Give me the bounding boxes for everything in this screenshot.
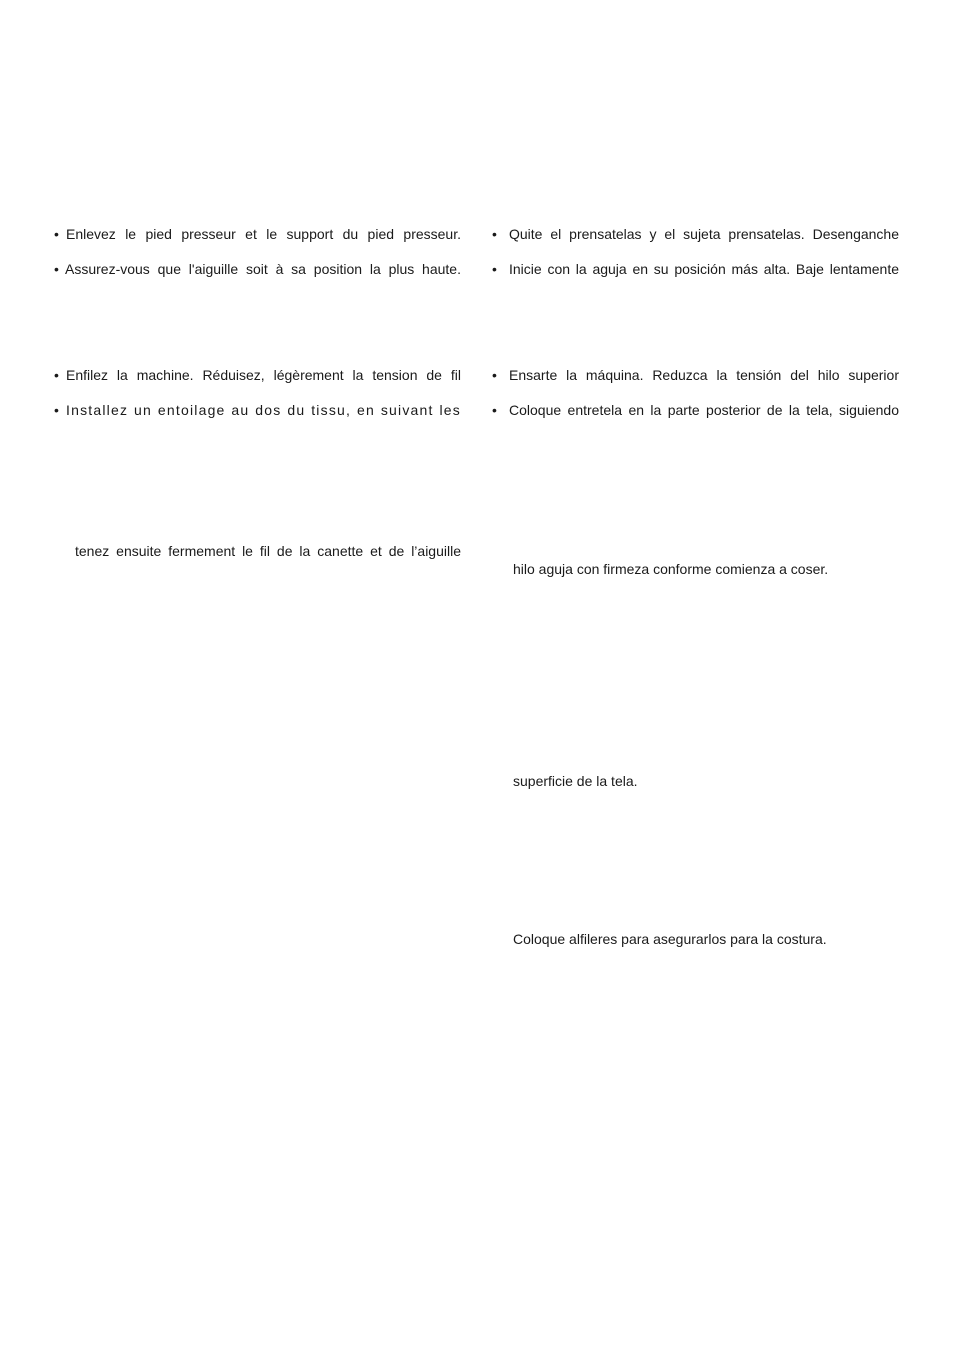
bullet-marker: • <box>492 367 497 383</box>
bullet-marker: • <box>492 226 497 242</box>
es-instruction-needle-highest: Inicie con la aguja en su posición más alta. Baje lentamente <box>509 261 899 277</box>
es-text-fabric-surface: superficie de la tela. <box>513 773 638 789</box>
es-instruction-place-interfacing: Coloque entretela en la parte posterior de la tela, siguiendo <box>509 402 899 418</box>
bullet-marker: • <box>54 402 59 418</box>
es-instruction-thread-machine: Ensarte la máquina. Reduzca la tensión del hilo superior <box>509 367 899 383</box>
fr-instruction-install-interfacing: Installez un entoilage au dos du tissu, en suivant les <box>66 402 461 418</box>
fr-text-hold-threads: tenez ensuite fermement le fil de la canette et de l’aiguille <box>75 543 461 559</box>
es-instruction-remove-presser-foot: Quite el prensatelas y el sujeta prensatelas. Desenganche <box>509 226 899 242</box>
fr-instruction-thread-machine: Enfilez la machine. Réduisez, légèrement la tension de fil <box>66 367 461 383</box>
bullet-marker: • <box>492 402 497 418</box>
bullet-marker: • <box>492 261 497 277</box>
bullet-marker: • <box>54 261 59 277</box>
es-text-place-pins: Coloque alfileres para asegurarlos para la costura. <box>513 931 827 947</box>
bullet-marker: • <box>54 226 59 242</box>
fr-instruction-needle-highest: Assurez-vous que l'aiguille soit à sa position la plus haute. <box>65 261 461 277</box>
es-text-hold-needle-thread: hilo aguja con firmeza conforme comienza a coser. <box>513 561 829 577</box>
bullet-marker: • <box>54 367 59 383</box>
fr-instruction-remove-presser-foot: Enlevez le pied presseur et le support du pied presseur. <box>66 226 461 242</box>
